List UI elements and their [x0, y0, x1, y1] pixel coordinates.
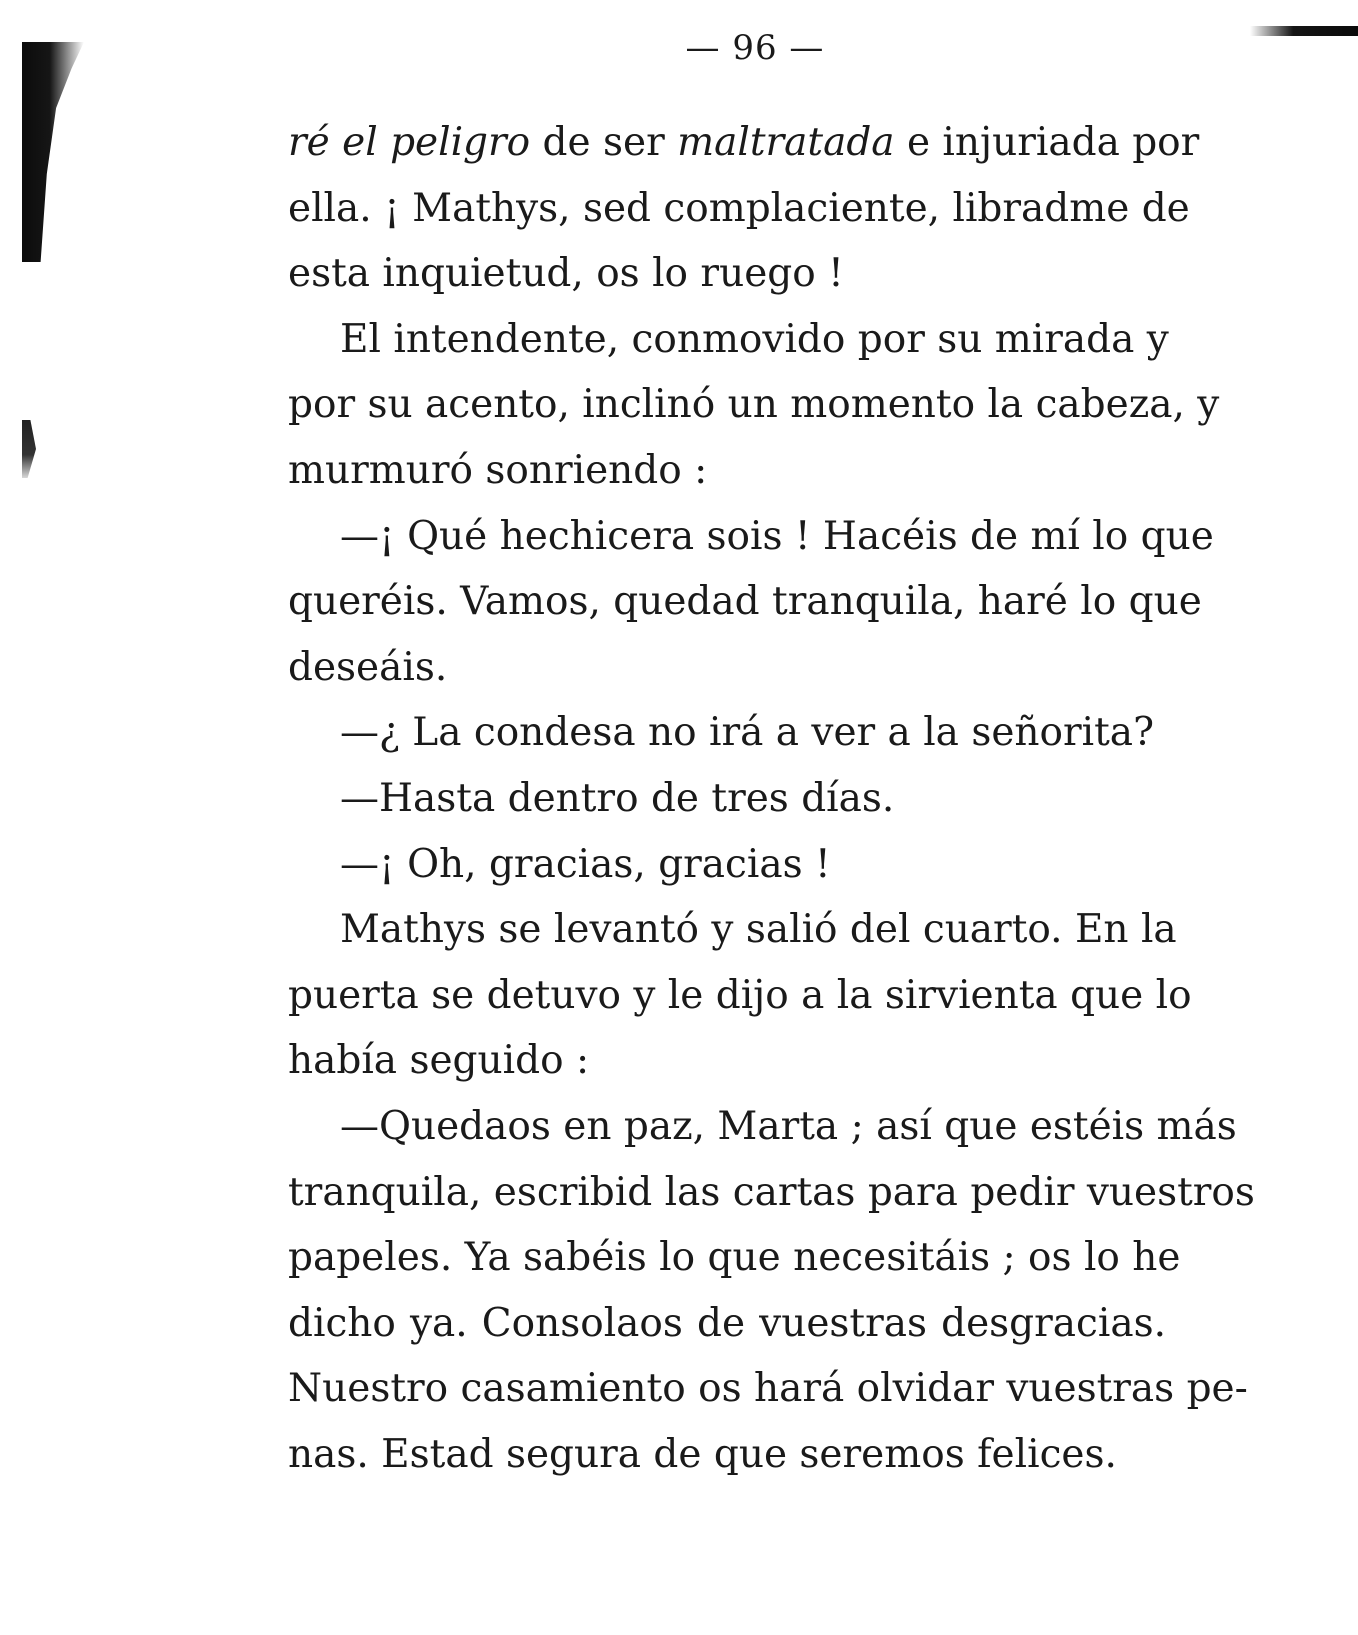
text-line: —¿ La condesa no irá a ver a la señorita?: [340, 710, 1154, 756]
text-span: de ser: [530, 120, 678, 165]
text-line: Mathys se levantó y salió del cuarto. En la: [340, 907, 1177, 953]
text-line: queréis. Vamos, quedad tranquila, haré lo que: [288, 579, 1202, 625]
italic-text: ré el peligro: [288, 120, 531, 165]
text-line: deseáis.: [288, 644, 448, 690]
text-line: papeles. Ya sabéis lo que necesitáis ; os lo he: [288, 1235, 1181, 1281]
text-line: El intendente, conmovido por su mirada y: [340, 316, 1169, 362]
text-line: —¡ Oh, gracias, gracias !: [340, 841, 831, 887]
body-text: [288, 110, 1255, 1487]
text-line: [288, 110, 1200, 176]
text-line: esta inquietud, os lo ruego !: [288, 251, 844, 297]
scan-shadow-left: [22, 42, 84, 262]
text-line: —Quedaos en paz, Marta ; así que estéis más: [340, 1103, 1237, 1149]
text-line: por su acento, inclinó un momento la cabeza, y: [288, 382, 1220, 428]
italic-text: maltratada: [677, 120, 895, 165]
text-line: murmuró sonriendo :: [288, 447, 708, 493]
scan-mark-left: [22, 420, 36, 478]
text-line: dicho ya. Consolaos de vuestras desgracias.: [288, 1300, 1166, 1346]
text-line: ella. ¡ Mathys, sed complaciente, libradme de: [288, 185, 1190, 231]
text-line: puerta se detuvo y le dijo a la sirvienta que lo: [288, 972, 1192, 1018]
text-line: había seguido :: [288, 1038, 590, 1084]
text-line: —Hasta dentro de tres días.: [340, 775, 895, 821]
page-number: — 96 —: [685, 28, 825, 68]
text-span: e injuriada por: [894, 120, 1200, 165]
text-line: nas. Estad segura de que seremos felices.: [288, 1431, 1117, 1477]
text-line: tranquila, escribid las cartas para pedir vuestros: [288, 1169, 1255, 1215]
text-line: —¡ Qué hechicera sois ! Hacéis de mí lo que: [340, 513, 1214, 559]
text-line: Nuestro casamiento os hará olvidar vuestras pe-: [288, 1366, 1248, 1412]
scan-shadow-top-right: [1250, 26, 1358, 36]
